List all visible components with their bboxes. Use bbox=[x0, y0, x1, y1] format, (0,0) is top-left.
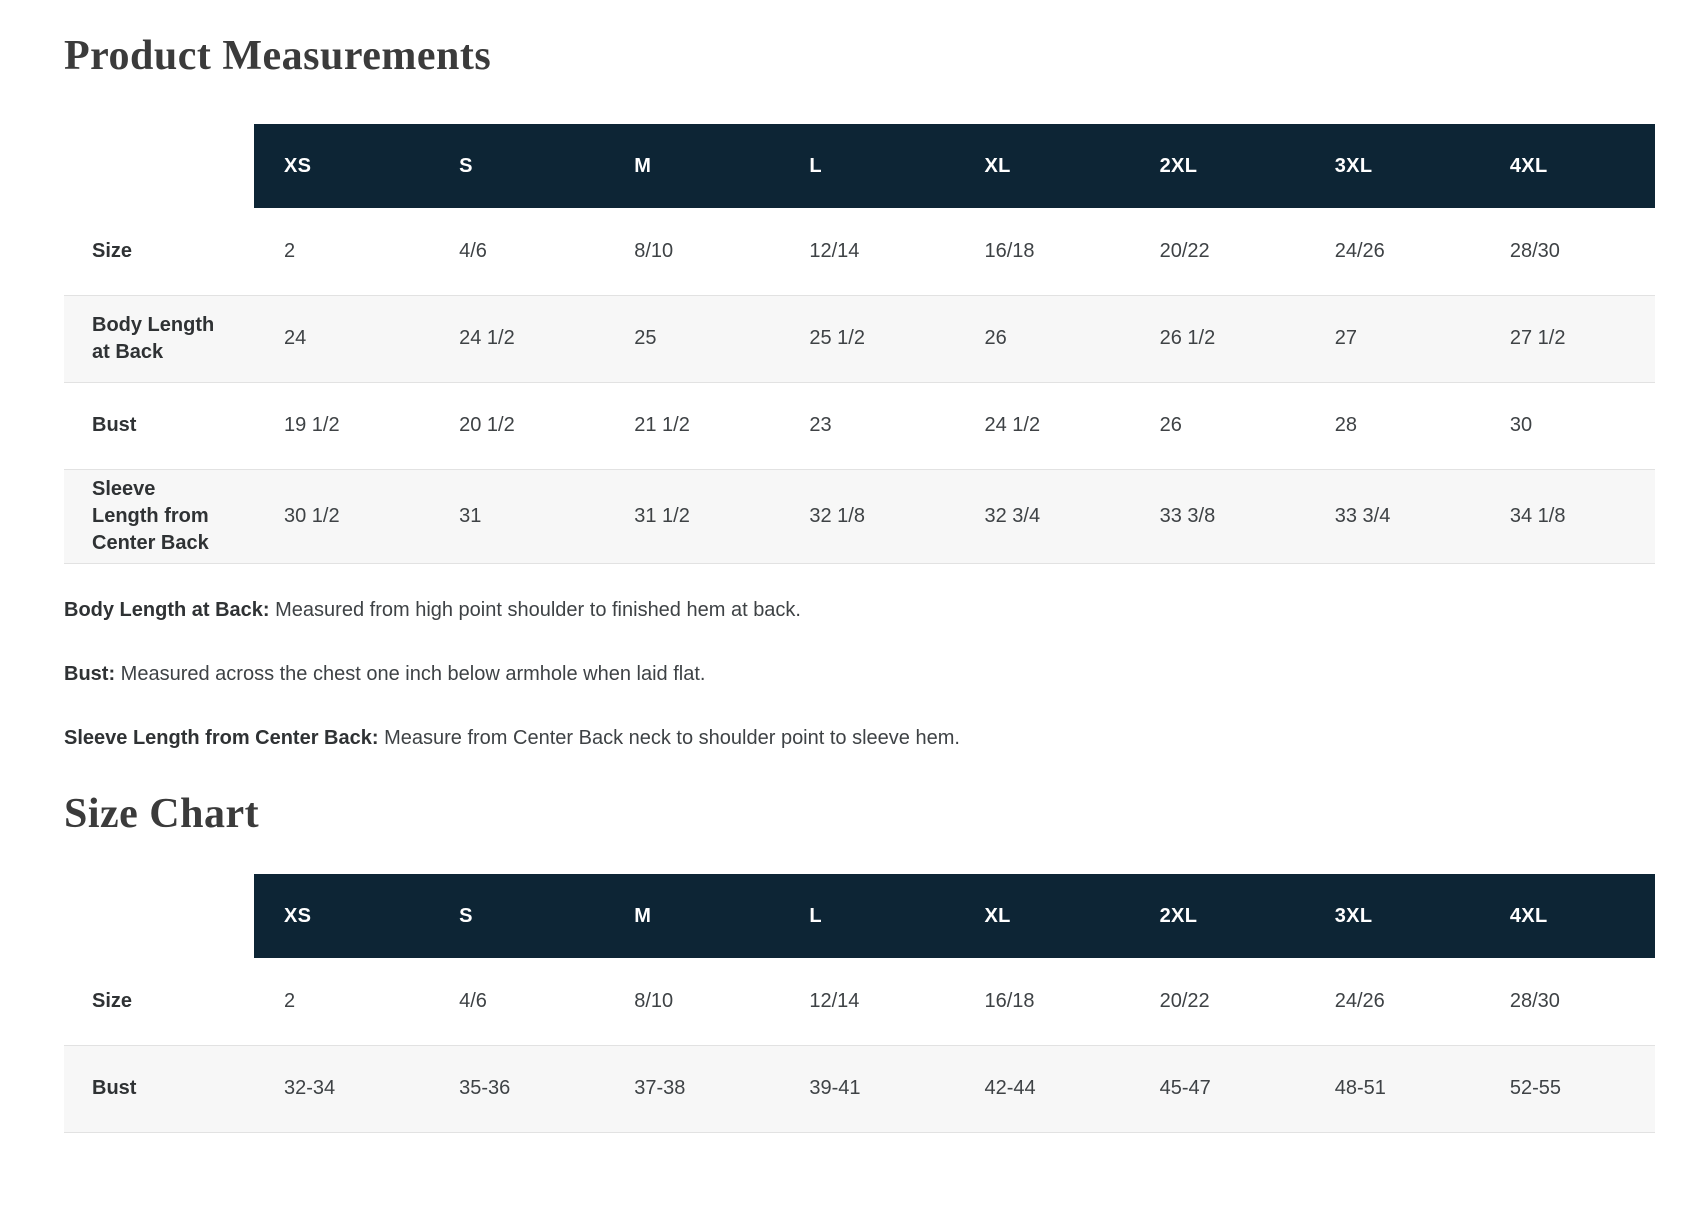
measurement-cell: 26 1/2 bbox=[1130, 295, 1305, 382]
measurement-note bbox=[64, 598, 1655, 622]
measurement-cell: 31 1/2 bbox=[604, 469, 779, 563]
measurement-cell: 24 bbox=[254, 295, 429, 382]
row-label: Size bbox=[64, 958, 254, 1045]
measurement-cell: 32-34 bbox=[254, 1045, 429, 1132]
product-measurements-table-wrap bbox=[64, 124, 1655, 564]
note-definition: Measured from high point shoulder to finished hem at back. bbox=[275, 598, 801, 621]
measurement-cell: 30 1/2 bbox=[254, 469, 429, 563]
size-column-header-2xl: 2XL bbox=[1130, 874, 1305, 958]
measurement-cell: 8/10 bbox=[604, 208, 779, 295]
measurement-cell: 12/14 bbox=[779, 208, 954, 295]
measurement-cell: 20/22 bbox=[1130, 958, 1305, 1045]
measurement-cell: 32 1/8 bbox=[779, 469, 954, 563]
header-spacer-cell bbox=[64, 874, 254, 958]
measurement-cell: 27 bbox=[1305, 295, 1480, 382]
size-column-header-2xl: 2XL bbox=[1130, 124, 1305, 208]
table-row bbox=[64, 208, 1655, 295]
row-label: Sleeve Length from Center Back bbox=[64, 469, 254, 563]
measurement-cell: 26 bbox=[1130, 382, 1305, 469]
measurement-cell: 48-51 bbox=[1305, 1045, 1480, 1132]
size-header-row bbox=[64, 874, 1655, 958]
row-label: Bust bbox=[64, 1045, 254, 1132]
measurement-cell: 28/30 bbox=[1480, 208, 1655, 295]
size-column-header-xl: XL bbox=[955, 124, 1130, 208]
measurement-cell: 33 3/8 bbox=[1130, 469, 1305, 563]
measurement-cell: 21 1/2 bbox=[604, 382, 779, 469]
size-column-header-m: M bbox=[604, 874, 779, 958]
size-column-header-xs: XS bbox=[254, 874, 429, 958]
measurement-cell: 24 1/2 bbox=[429, 295, 604, 382]
measurement-cell: 52-55 bbox=[1480, 1045, 1655, 1132]
size-guide-page bbox=[0, 32, 1689, 1173]
measurement-notes bbox=[64, 598, 1655, 750]
measurement-cell: 24 1/2 bbox=[955, 382, 1130, 469]
row-label: Bust bbox=[64, 382, 254, 469]
note-term: Sleeve Length from Center Back: bbox=[64, 726, 379, 749]
size-column-header-4xl: 4XL bbox=[1480, 874, 1655, 958]
size-column-header-l: L bbox=[779, 124, 954, 208]
size-column-header-m: M bbox=[604, 124, 779, 208]
measurement-cell: 45-47 bbox=[1130, 1045, 1305, 1132]
measurement-cell: 37-38 bbox=[604, 1045, 779, 1132]
measurement-cell: 8/10 bbox=[604, 958, 779, 1045]
table-row bbox=[64, 958, 1655, 1045]
measurement-cell: 33 3/4 bbox=[1305, 469, 1480, 563]
measurement-cell: 25 bbox=[604, 295, 779, 382]
measurement-cell: 16/18 bbox=[955, 958, 1130, 1045]
size_chart-table bbox=[64, 874, 1655, 1133]
measurement-cell: 34 1/8 bbox=[1480, 469, 1655, 563]
size-chart-table-wrap bbox=[64, 874, 1655, 1133]
measurement-cell: 24/26 bbox=[1305, 208, 1480, 295]
measurement-cell: 24/26 bbox=[1305, 958, 1480, 1045]
measurement-cell: 39-41 bbox=[779, 1045, 954, 1132]
measurement-cell: 16/18 bbox=[955, 208, 1130, 295]
measurement-cell: 2 bbox=[254, 958, 429, 1045]
measurement-cell: 42-44 bbox=[955, 1045, 1130, 1132]
measurement-cell: 23 bbox=[779, 382, 954, 469]
note-definition: Measured across the chest one inch below armhole when laid flat. bbox=[120, 662, 706, 685]
size-column-header-3xl: 3XL bbox=[1305, 874, 1480, 958]
measurement-cell: 27 1/2 bbox=[1480, 295, 1655, 382]
measurement-cell: 35-36 bbox=[429, 1045, 604, 1132]
header-spacer-cell bbox=[64, 124, 254, 208]
size-column-header-s: S bbox=[429, 874, 604, 958]
size-column-header-4xl: 4XL bbox=[1480, 124, 1655, 208]
measurement-cell: 30 bbox=[1480, 382, 1655, 469]
measurement-cell: 25 1/2 bbox=[779, 295, 954, 382]
measurement-cell: 4/6 bbox=[429, 958, 604, 1045]
note-term: Bust: bbox=[64, 662, 116, 685]
row-label: Size bbox=[64, 208, 254, 295]
note-term: Body Length at Back: bbox=[64, 598, 270, 621]
size-column-header-3xl: 3XL bbox=[1305, 124, 1480, 208]
size-chart-title: Size Chart bbox=[64, 790, 260, 837]
measurement-cell: 28/30 bbox=[1480, 958, 1655, 1045]
measurement-cell: 32 3/4 bbox=[955, 469, 1130, 563]
measurement-cell: 20/22 bbox=[1130, 208, 1305, 295]
measurement-cell: 19 1/2 bbox=[254, 382, 429, 469]
measurement-note bbox=[64, 662, 1655, 686]
product-measurements-title: Product Measurements bbox=[64, 33, 492, 79]
measurement-cell: 4/6 bbox=[429, 208, 604, 295]
size-column-header-l: L bbox=[779, 874, 954, 958]
measurement-cell: 26 bbox=[955, 295, 1130, 382]
size-column-header-s: S bbox=[429, 124, 604, 208]
size-header-row bbox=[64, 124, 1655, 208]
measurement-cell: 31 bbox=[429, 469, 604, 563]
note-definition: Measure from Center Back neck to shoulder point to sleeve hem. bbox=[384, 726, 960, 749]
measurement-cell: 2 bbox=[254, 208, 429, 295]
table-row bbox=[64, 382, 1655, 469]
table-row bbox=[64, 469, 1655, 563]
measurement-note bbox=[64, 726, 1655, 750]
measurement-cell: 20 1/2 bbox=[429, 382, 604, 469]
row-label: Body Length at Back bbox=[64, 295, 254, 382]
measurement-cell: 12/14 bbox=[779, 958, 954, 1045]
measurements-table bbox=[64, 124, 1655, 564]
table-row bbox=[64, 295, 1655, 382]
table-row bbox=[64, 1045, 1655, 1132]
measurement-cell: 28 bbox=[1305, 382, 1480, 469]
size-column-header-xl: XL bbox=[955, 874, 1130, 958]
size-column-header-xs: XS bbox=[254, 124, 429, 208]
